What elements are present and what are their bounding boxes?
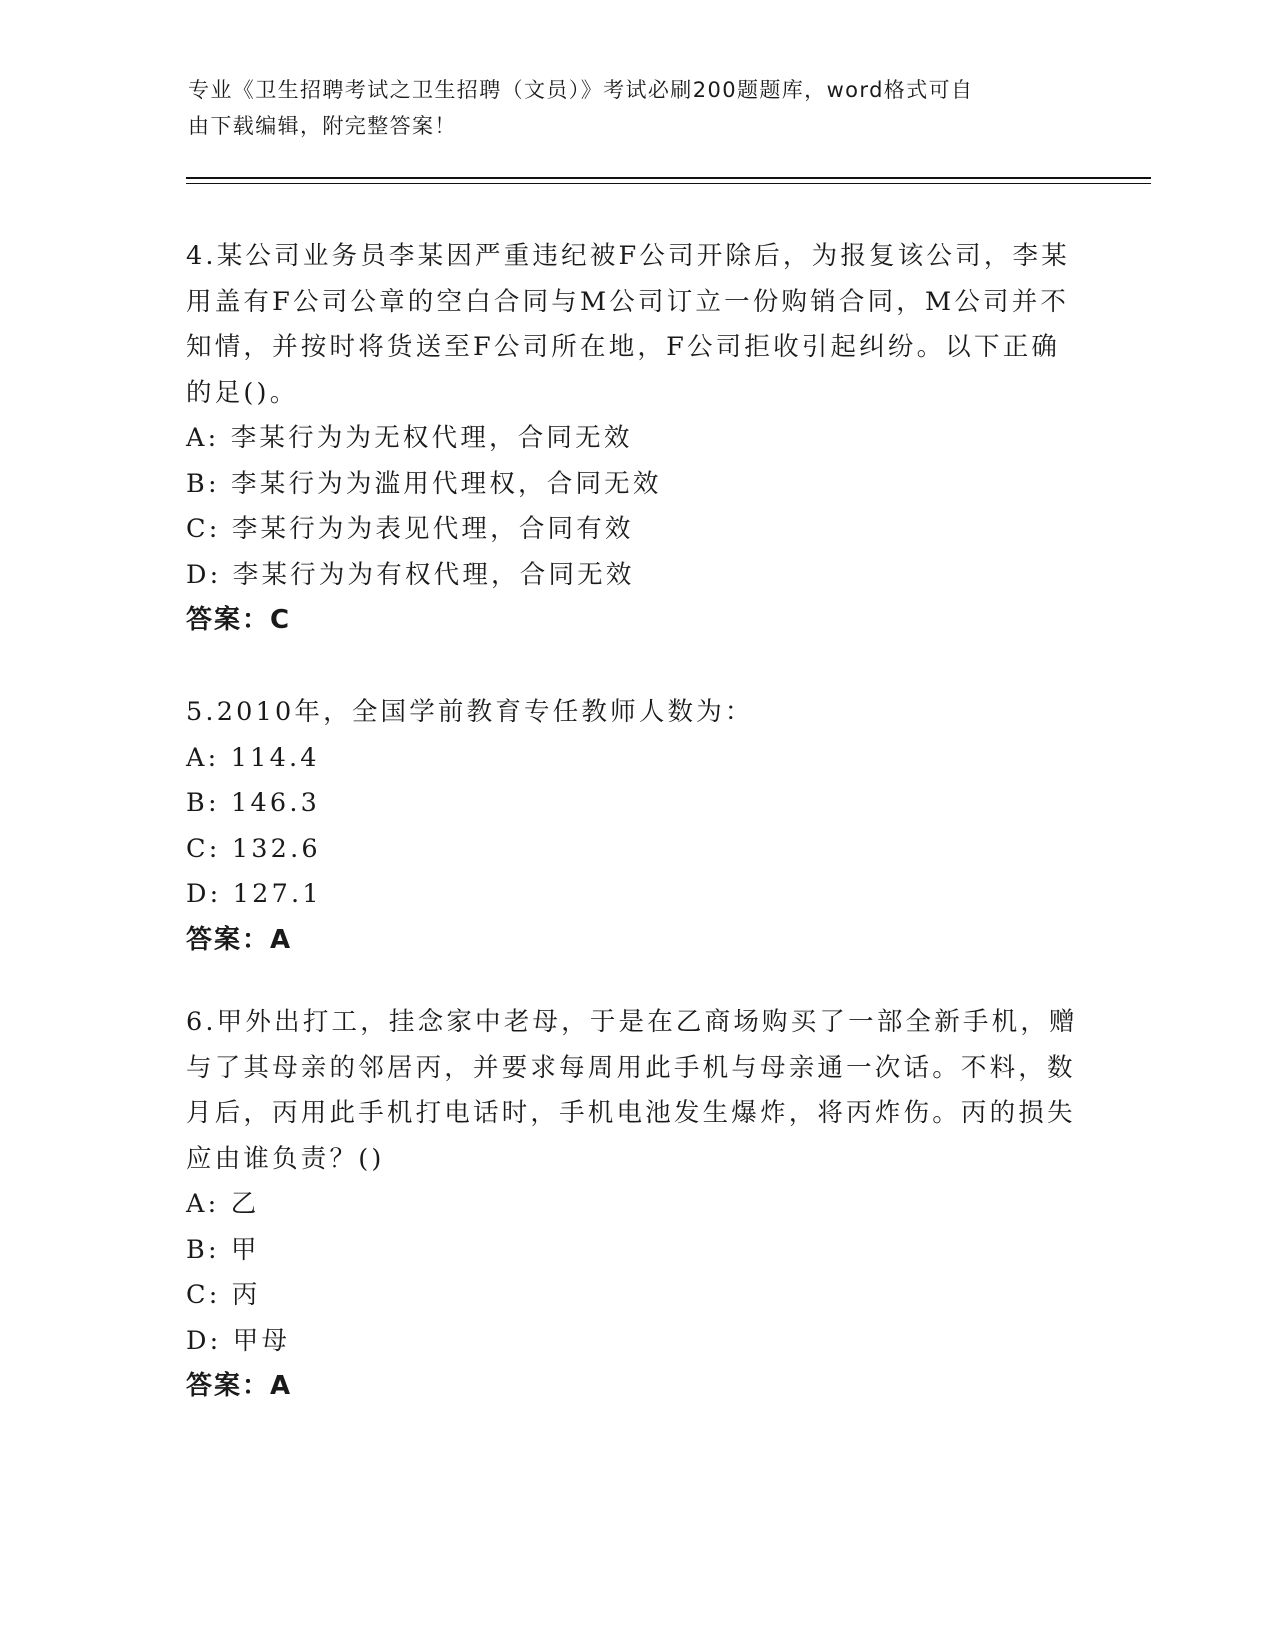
question-text: 6.甲外出打工，挂念家中老母，于是在乙商场购买了一部全新手机，赠与了其母亲的邻居丙，并要求每周用此手机与母亲通一次话。不料，数月后，丙用此手机打电话时，手机电池发生爆炸，将丙炸伤。丙的损失应由谁负责？(): [186, 1007, 1078, 1174]
answer-label: 答案：: [186, 605, 271, 635]
question-text: 5.2010年，全国学前教育专任教师人数为：: [186, 697, 754, 727]
option-text: 甲母: [232, 1325, 291, 1356]
option-text: 127.1: [232, 879, 322, 909]
option-d: [186, 872, 1086, 918]
answer-line: [186, 918, 1086, 963]
option-list: [186, 736, 1086, 918]
option-letter: C:: [186, 833, 221, 864]
option-letter: D:: [186, 879, 222, 909]
answer-value: A: [270, 1371, 293, 1401]
option-text: 114.4: [230, 742, 320, 773]
option-letter: A:: [186, 742, 220, 773]
answer-line: [186, 598, 1086, 643]
option-letter: A:: [186, 1189, 220, 1219]
option-b: [186, 1228, 1086, 1274]
option-text: 132.6: [231, 833, 321, 864]
option-letter: D:: [186, 559, 222, 590]
option-d: [186, 1319, 1086, 1365]
option-letter: C:: [186, 1280, 221, 1310]
option-a: [186, 1182, 1086, 1228]
header-divider-thick: [186, 177, 1151, 179]
option-letter: C:: [186, 514, 221, 544]
question-6: [186, 1000, 1086, 1409]
option-text: 甲: [231, 1234, 260, 1265]
answer-label: 答案：: [186, 924, 271, 955]
option-letter: A:: [186, 423, 220, 453]
option-b: [186, 781, 1086, 827]
question-5: [186, 690, 1086, 963]
option-text: 李某行为为无权代理，合同无效: [230, 423, 633, 453]
option-list: [186, 1182, 1086, 1364]
option-text: 李某行为为表见代理，合同有效: [231, 514, 634, 544]
answer-value: A: [270, 924, 293, 955]
answer-line: [186, 1364, 1086, 1409]
header-line-2: 由下载编辑，附完整答案！: [188, 114, 457, 138]
option-text: 丙: [231, 1280, 261, 1310]
option-letter: B:: [186, 468, 220, 499]
header-divider-thin: [186, 183, 1151, 184]
answer-value: C: [270, 605, 292, 635]
header-line-1: 专业《卫生招聘考试之卫生招聘（文员）》考试必刷200题题库，word格式可自: [188, 78, 974, 102]
option-d: [186, 553, 1086, 599]
option-text: 146.3: [231, 788, 321, 818]
option-c: [186, 507, 1086, 553]
option-letter: D:: [186, 1325, 222, 1356]
option-text: 乙: [230, 1189, 260, 1219]
option-letter: B:: [186, 1234, 220, 1265]
question-text: 4.某公司业务员李某因严重违纪被F公司开除后，为报复该公司，李某用盖有F公司公章的空白合同与M公司订立一份购销合同，M公司并不知情，并按时将货送至F公司所在地，F公司拒收引起纠纷。以下正确的足()。: [186, 241, 1070, 408]
option-letter: B:: [186, 788, 220, 818]
answer-label: 答案：: [186, 1371, 271, 1401]
question-4: [186, 234, 1086, 643]
option-text: 李某行为为滥用代理权，合同无效: [231, 468, 662, 499]
option-a: [186, 416, 1086, 462]
option-text: 李某行为为有权代理，合同无效: [232, 559, 635, 590]
option-c: [186, 827, 1086, 873]
option-a: [186, 736, 1086, 782]
document-header: [188, 72, 1068, 144]
option-list: [186, 416, 1086, 598]
option-b: [186, 462, 1086, 508]
option-c: [186, 1273, 1086, 1319]
